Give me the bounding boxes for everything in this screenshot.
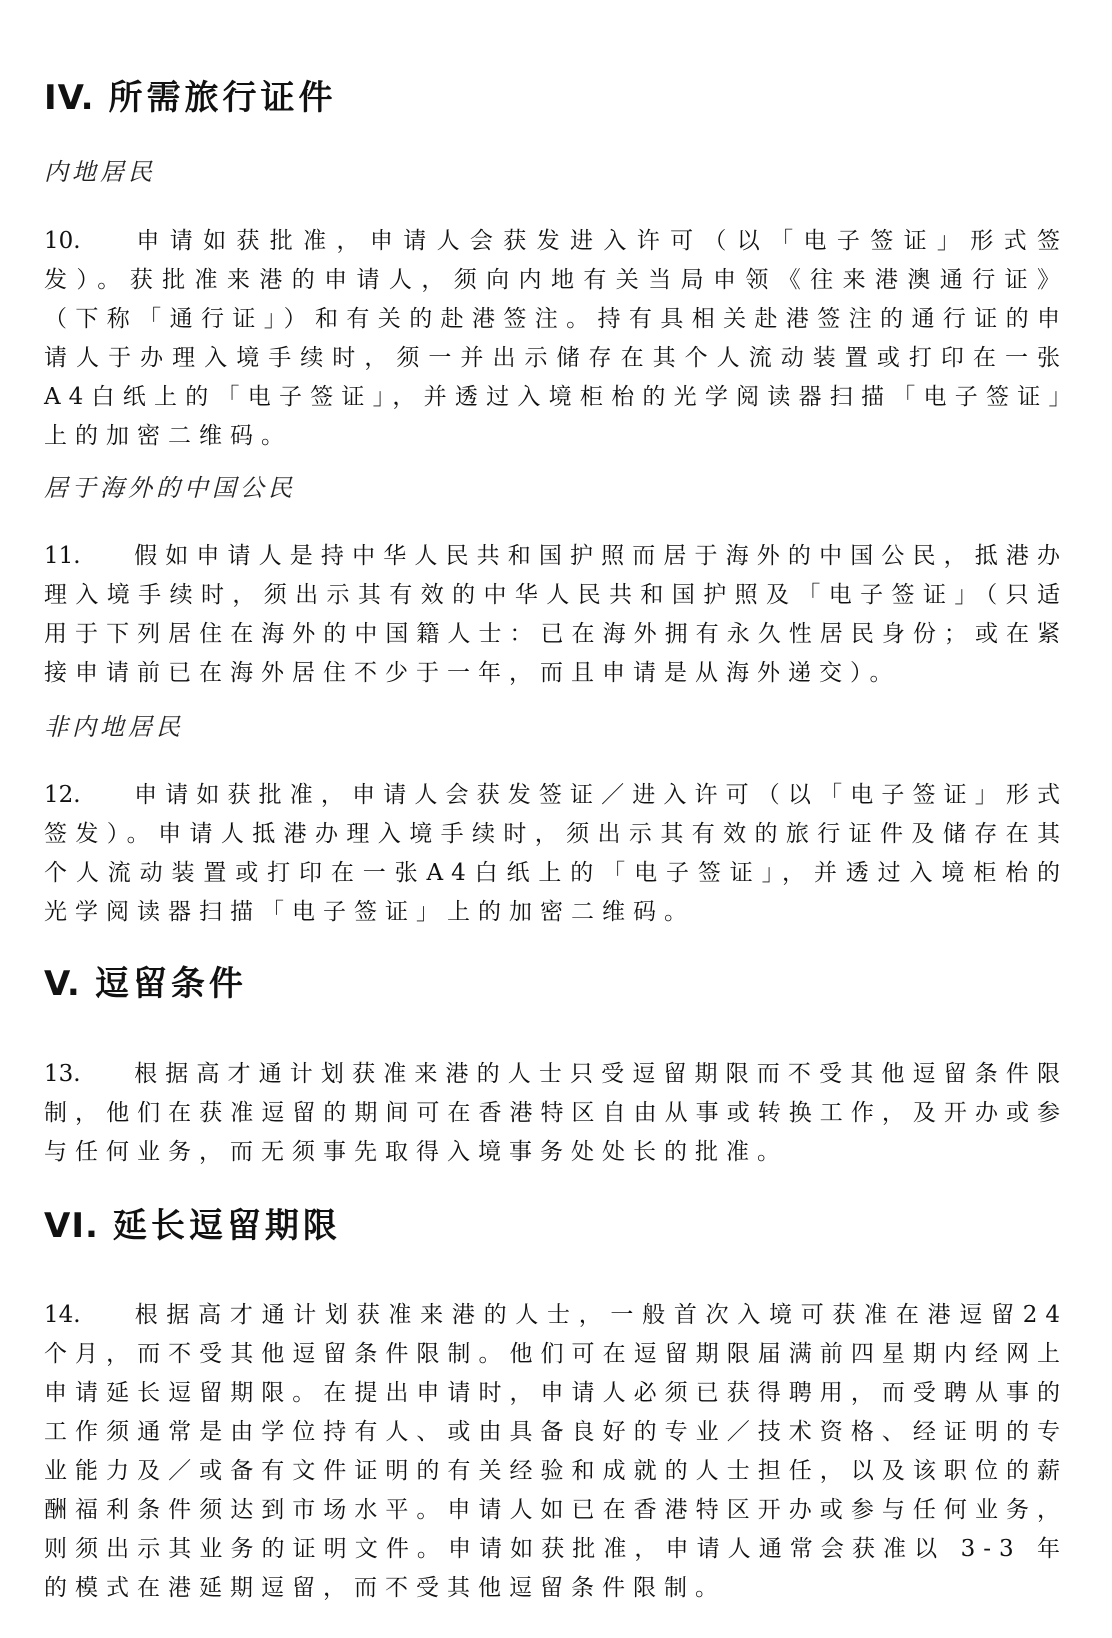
- paragraph-text: 根据高才通计划获准来港的人士只受逗留期限而不受其他逗留条件限制，他们在获准逗留的期间可在香港特区自由从事或转换工作，及开办或参与任何业务，而无须事先取得入境事务处处长的批准。: [44, 1061, 1068, 1165]
- paragraph-number: 12.: [44, 782, 81, 808]
- paragraph-text: 申请如获批准，申请人会获发签证／进入许可（以「电子签证」形式签发）。申请人抵港办理入境手续时，须出示其有效的旅行证件及储存在其个人流动装置或打印在一张A4白纸上的「电子签证」，并透过入境柜枱的光学阅读器扫描「电子签证」上的加密二维码。: [44, 782, 1068, 925]
- subheading-mainland-residents: 内地居民: [44, 158, 156, 186]
- section-number: IV.: [44, 78, 95, 118]
- section-title: 所需旅行证件: [108, 78, 337, 118]
- paragraph-number: 10.: [44, 228, 81, 254]
- paragraph-10: [44, 222, 1068, 456]
- paragraph-text: 申请如获批准，申请人会获发进入许可（以「电子签证」形式签发）。获批准来港的申请人，须向内地有关当局申领《往来港澳通行证》（下称「通行证」）和有关的赴港签注。持有具相关赴港签注的通行证的申请人于办理入境手续时，须一并出示储存在其个人流动装置或打印在一张A4白纸上的「电子签证」，并透过入境柜枱的光学阅读器扫描「电子签证」上的加密二维码。: [44, 228, 1068, 449]
- section-title: 逗留条件: [94, 964, 247, 1004]
- paragraph-number: 11.: [44, 543, 81, 569]
- paragraph-number: 13.: [44, 1061, 81, 1087]
- paragraph-number: 14.: [44, 1302, 81, 1328]
- paragraph-11: [44, 537, 1068, 693]
- section-heading-v: [44, 960, 247, 1008]
- subheading-non-mainland-residents: 非内地居民: [44, 713, 184, 741]
- subheading-overseas-chinese-citizens: 居于海外的中国公民: [44, 474, 296, 502]
- section-title: 延长逗留期限: [112, 1206, 341, 1246]
- section-number: V.: [44, 964, 81, 1004]
- paragraph-14: [44, 1296, 1068, 1608]
- paragraph-12: [44, 776, 1068, 932]
- section-heading-vi: [44, 1202, 341, 1250]
- section-number: VI.: [44, 1206, 99, 1246]
- section-heading-iv: [44, 74, 337, 122]
- paragraph-text: 根据高才通计划获准来港的人士，一般首次入境可获准在港逗留24个月，而不受其他逗留条件限制。他们可在逗留期限届满前四星期内经网上申请延长逗留期限。在提出申请时，申请人必须已获得聘用，而受聘从事的工作须通常是由学位持有人、或由具备良好的专业／技术资格、经证明的专业能力及／或备有文件证明的有关经验和成就的人士担任，以及该职位的薪酬福利条件须达到市场水平。申请人如已在香港特区开办或参与任何业务，则须出示其业务的证明文件。申请如获批准，申请人通常会获准以 3-3 年的模式在港延期逗留，而不受其他逗留条件限制。: [44, 1302, 1068, 1601]
- paragraph-text: 假如申请人是持中华人民共和国护照而居于海外的中国公民，抵港办理入境手续时，须出示其有效的中华人民共和国护照及「电子签证」（只适用于下列居住在海外的中国籍人士：已在海外拥有永久性居民身份；或在紧接申请前已在海外居住不少于一年，而且申请是从海外递交）。: [44, 543, 1068, 686]
- paragraph-13: [44, 1055, 1068, 1172]
